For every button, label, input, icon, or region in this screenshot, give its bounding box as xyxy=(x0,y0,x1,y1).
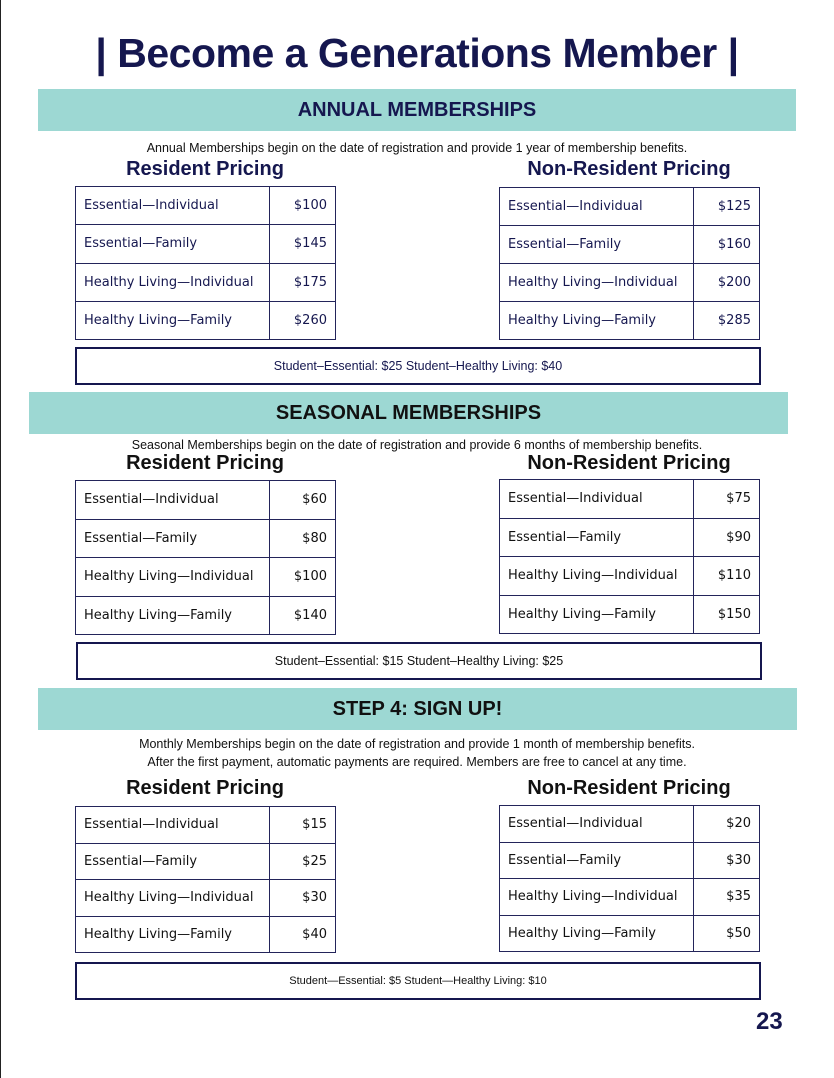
membership-type: Healthy Living—Family xyxy=(500,915,694,952)
membership-price: $160 xyxy=(694,226,760,264)
membership-price: $25 xyxy=(270,843,336,880)
membership-type: Essential—Individual xyxy=(76,187,270,225)
section-heading: STEP 4: SIGN UP! xyxy=(332,697,503,720)
membership-type: Essential—Family xyxy=(500,226,694,264)
nonresident-pricing-table xyxy=(499,187,760,340)
membership-price: $15 xyxy=(270,807,336,844)
membership-price: $285 xyxy=(694,302,760,340)
section-heading-band xyxy=(38,688,797,730)
membership-price: $200 xyxy=(694,264,760,302)
table-row xyxy=(76,187,336,225)
description-line: After the first payment, automatic payments are required. Members are free to cancel at any time. xyxy=(147,755,687,769)
membership-type: Healthy Living—Individual xyxy=(76,558,270,597)
page-title: | Become a Generations Member | xyxy=(95,30,739,76)
membership-type: Essential—Individual xyxy=(76,481,270,520)
table-row xyxy=(76,263,336,301)
membership-type: Essential—Family xyxy=(76,225,270,263)
student-pricing-box xyxy=(75,962,761,1000)
membership-type: Healthy Living—Individual xyxy=(500,879,694,916)
membership-price: $20 xyxy=(694,806,760,843)
resident-pricing-header: Resident Pricing xyxy=(126,452,284,474)
table-row xyxy=(500,806,760,843)
nonresident-pricing-header: Non-Resident Pricing xyxy=(527,158,731,180)
membership-type: Healthy Living—Family xyxy=(76,596,270,635)
membership-price: $60 xyxy=(270,481,336,520)
nonresident-pricing-header: Non-Resident Pricing xyxy=(527,452,731,474)
student-pricing-box xyxy=(76,642,762,680)
table-row xyxy=(500,595,760,634)
table-row xyxy=(500,226,760,264)
membership-type: Essential—Family xyxy=(500,842,694,879)
section-heading-band xyxy=(29,392,788,434)
membership-price: $40 xyxy=(270,916,336,953)
resident-pricing-table xyxy=(75,806,336,953)
description-line: Seasonal Memberships begin on the date of registration and provide 6 months of membership benefits. xyxy=(131,438,703,452)
membership-type: Healthy Living—Family xyxy=(76,301,270,339)
description-line: Monthly Memberships begin on the date of registration and provide 1 month of membership benefits. xyxy=(139,737,695,751)
membership-price: $50 xyxy=(694,915,760,952)
student-pricing: Student–Essential: $25 Student–Healthy Living: $40 xyxy=(273,359,563,373)
membership-type: Essential—Family xyxy=(500,518,694,557)
membership-price: $175 xyxy=(270,263,336,301)
student-pricing: Student–Essential: $15 Student–Healthy Living: $25 xyxy=(274,654,564,668)
membership-price: $75 xyxy=(694,480,760,519)
membership-type: Healthy Living—Individual xyxy=(500,557,694,596)
section-description xyxy=(0,139,834,157)
table-row xyxy=(76,519,336,558)
membership-price: $140 xyxy=(270,596,336,635)
membership-price: $100 xyxy=(270,558,336,597)
resident-pricing-table xyxy=(75,186,336,340)
membership-type: Healthy Living—Family xyxy=(500,302,694,340)
membership-type: Essential—Individual xyxy=(500,480,694,519)
table-row xyxy=(76,301,336,339)
section-heading-band xyxy=(38,89,796,131)
table-row xyxy=(76,880,336,917)
membership-price: $110 xyxy=(694,557,760,596)
table-row xyxy=(76,225,336,263)
resident-pricing-table xyxy=(75,480,336,635)
membership-price: $30 xyxy=(270,880,336,917)
membership-price: $150 xyxy=(694,595,760,634)
section-heading: ANNUAL MEMBERSHIPS xyxy=(297,98,537,121)
membership-type: Healthy Living—Family xyxy=(76,916,270,953)
membership-price: $30 xyxy=(694,842,760,879)
nonresident-pricing-header: Non-Resident Pricing xyxy=(527,777,731,799)
table-row xyxy=(500,879,760,916)
section-heading: SEASONAL MEMBERSHIPS xyxy=(275,401,542,424)
table-row xyxy=(500,480,760,519)
table-row xyxy=(76,843,336,880)
table-row xyxy=(76,481,336,520)
membership-type: Essential—Individual xyxy=(500,188,694,226)
table-row xyxy=(500,188,760,226)
table-row xyxy=(76,916,336,953)
table-row xyxy=(500,264,760,302)
table-row xyxy=(76,558,336,597)
page-edge xyxy=(0,0,1,1078)
membership-type: Essential—Individual xyxy=(76,807,270,844)
table-row xyxy=(500,842,760,879)
table-row xyxy=(500,518,760,557)
table-row xyxy=(500,557,760,596)
membership-price: $80 xyxy=(270,519,336,558)
nonresident-pricing-table xyxy=(499,805,760,952)
membership-type: Healthy Living—Individual xyxy=(76,880,270,917)
table-row xyxy=(500,302,760,340)
section-description xyxy=(0,735,834,771)
membership-price: $90 xyxy=(694,518,760,557)
membership-type: Healthy Living—Individual xyxy=(500,264,694,302)
student-pricing-box xyxy=(75,347,761,385)
student-pricing: Student—Essential: $5 Student—Healthy Living: $10 xyxy=(289,975,547,987)
membership-type: Healthy Living—Family xyxy=(500,595,694,634)
resident-pricing-header: Resident Pricing xyxy=(126,777,284,799)
description-line: Annual Memberships begin on the date of registration and provide 1 year of membership benefits. xyxy=(146,141,688,155)
table-row xyxy=(76,596,336,635)
membership-price: $100 xyxy=(270,187,336,225)
table-row xyxy=(500,915,760,952)
membership-price: $35 xyxy=(694,879,760,916)
membership-type: Essential—Family xyxy=(76,843,270,880)
membership-type: Essential—Individual xyxy=(500,806,694,843)
membership-price: $145 xyxy=(270,225,336,263)
resident-pricing-header: Resident Pricing xyxy=(126,158,284,180)
membership-type: Healthy Living—Individual xyxy=(76,263,270,301)
page-number: 23 xyxy=(756,1008,783,1035)
membership-price: $260 xyxy=(270,301,336,339)
nonresident-pricing-table xyxy=(499,479,760,634)
membership-price: $125 xyxy=(694,188,760,226)
membership-type: Essential—Family xyxy=(76,519,270,558)
table-row xyxy=(76,807,336,844)
